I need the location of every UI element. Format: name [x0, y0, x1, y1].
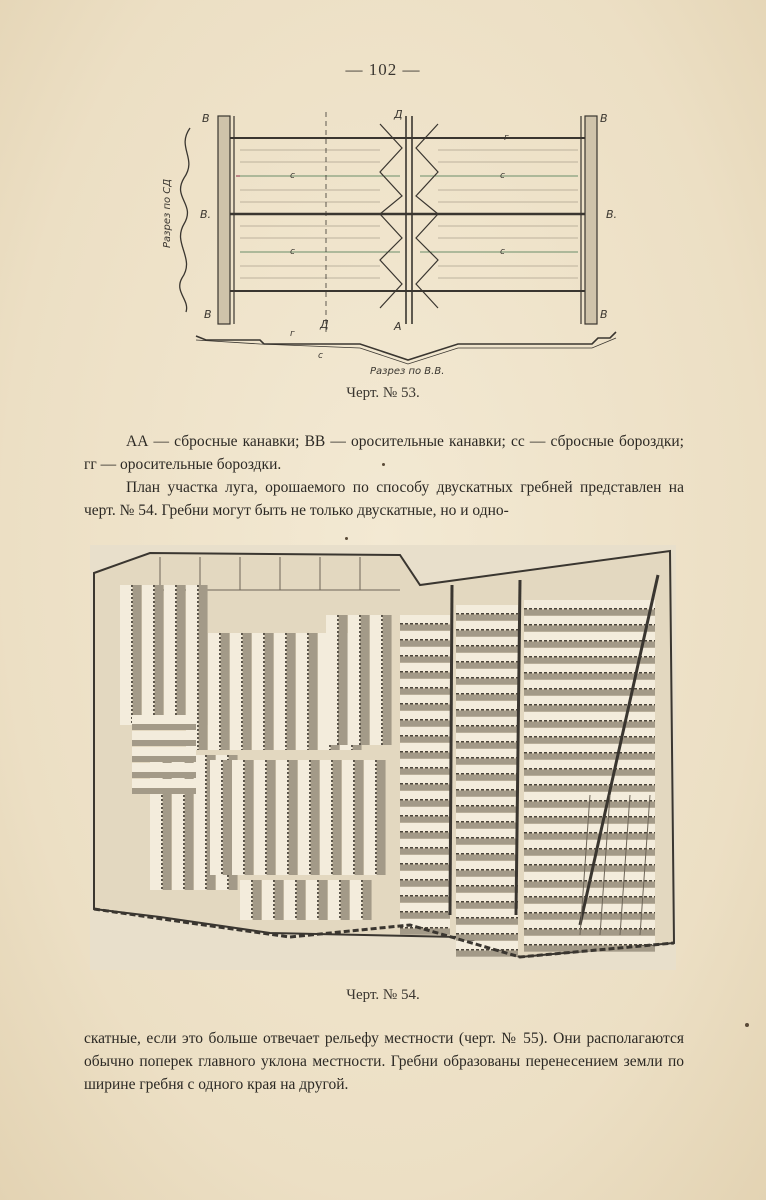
label-r-2: г — [504, 133, 509, 143]
ridge-shadow — [400, 865, 450, 871]
figure-53-caption: Черт. № 53. — [346, 385, 420, 401]
ridge-shadow — [319, 880, 328, 920]
ridge-shadow — [309, 633, 318, 750]
ridge-shadow — [400, 849, 450, 855]
ridge-strip — [524, 840, 655, 849]
ridge-strip — [254, 760, 266, 875]
ridge-strip — [456, 637, 518, 646]
ridge-shadow — [297, 880, 306, 920]
ridge-shadow — [400, 657, 450, 663]
legend-text: АА — сбросные канавки; ВВ — оросительные канавки; сс — сбросные бороздки; гг — оросительные бороздки. — [84, 433, 684, 473]
ridge-shadow — [400, 769, 450, 775]
ridge-strip — [456, 701, 518, 710]
ridge-shadow — [456, 615, 518, 621]
ridge-shadow — [524, 914, 655, 920]
ridge-shadow — [456, 887, 518, 893]
ridge-strip — [400, 615, 450, 624]
ridge-strip — [132, 747, 196, 756]
ridge-strip — [326, 615, 338, 745]
ridge-shadow — [524, 738, 655, 744]
ridge-shadow — [456, 823, 518, 829]
label-b-bottom-right: В — [600, 308, 608, 321]
ridge-strip — [400, 663, 450, 672]
ridge-strip — [524, 808, 655, 817]
ridge-shadow — [456, 647, 518, 653]
ridge-shadow — [287, 633, 296, 750]
label-c-4: с — [500, 247, 505, 257]
ridge-shadow — [456, 951, 518, 957]
ridge-strip — [400, 823, 450, 832]
ridge-shadow — [400, 897, 450, 903]
ridge-shadow — [132, 724, 196, 730]
ridge-shadow — [341, 880, 350, 920]
ridge-strip — [456, 781, 518, 790]
ridge-shadow — [456, 807, 518, 813]
ridge-shadow — [253, 880, 262, 920]
ridge-shadow — [361, 615, 370, 745]
ridge-strip — [400, 839, 450, 848]
label-c-1: с — [290, 171, 295, 181]
ridge-strip — [350, 880, 362, 920]
ridge-strip — [284, 880, 296, 920]
ridge-strip — [524, 824, 655, 833]
ridge-strip — [456, 925, 518, 934]
ridge-strip — [456, 813, 518, 822]
ridge-strip — [524, 888, 655, 897]
ridge-strip — [456, 685, 518, 694]
ridge-strip — [210, 760, 222, 875]
ridge-strip — [456, 765, 518, 774]
ridge-strip — [400, 855, 450, 864]
ridge-strip — [524, 616, 655, 625]
ridge-shadow — [524, 706, 655, 712]
ridge-strip — [456, 749, 518, 758]
ridge-shadow — [311, 760, 320, 875]
ridge-strip — [456, 829, 518, 838]
ridge-shadow — [524, 610, 655, 616]
ridge-shadow — [456, 759, 518, 765]
paragraph-2 — [84, 1027, 684, 1096]
ridge-strip — [400, 647, 450, 656]
ridge-shadow — [132, 756, 196, 762]
ridge-shadow — [400, 705, 450, 711]
ridge-strip — [230, 633, 242, 750]
ridge-shadow — [383, 615, 392, 745]
ridge-shadow — [377, 760, 386, 875]
ridge-strip — [524, 728, 655, 737]
ridge-strip — [456, 877, 518, 886]
ridge-shadow — [456, 679, 518, 685]
ridge-shadow — [456, 695, 518, 701]
ridge-strip — [456, 909, 518, 918]
ridge-strip — [400, 711, 450, 720]
ridge-shadow — [524, 690, 655, 696]
label-c-3: с — [290, 247, 295, 257]
ridge-strip — [400, 695, 450, 704]
ridge-shadow — [265, 633, 274, 750]
label-c-2: с — [500, 171, 505, 181]
ridge-shadow — [400, 881, 450, 887]
ridge-shadow — [524, 626, 655, 632]
ridge-strip — [164, 585, 176, 725]
ridge-strip — [524, 776, 655, 785]
paper-speck — [745, 1023, 749, 1027]
ridge-strip — [132, 763, 196, 772]
ridge-strip — [456, 605, 518, 614]
ridge-shadow — [355, 760, 364, 875]
ridge-shadow — [524, 930, 655, 936]
meadow-plan-drawing — [94, 551, 674, 957]
ridge-strip — [120, 585, 132, 725]
ridge-strip — [132, 715, 196, 724]
ridge-shadow — [400, 625, 450, 631]
ridge-strip — [524, 648, 655, 657]
ridge-strip — [524, 696, 655, 705]
ridge-strip — [456, 653, 518, 662]
ridge-strip — [298, 760, 310, 875]
ridge-strip — [524, 936, 655, 945]
ridge-shadow — [456, 919, 518, 925]
ridge-strip — [456, 861, 518, 870]
label-d-top: Д — [394, 108, 403, 121]
ridge-shadow — [400, 833, 450, 839]
ridge-shadow — [456, 903, 518, 909]
ridge-shadow — [400, 641, 450, 647]
page-number: — 102 — — [345, 60, 421, 79]
ridge-shadow — [400, 689, 450, 695]
ridge-strip — [524, 760, 655, 769]
ridge-shadow — [177, 585, 186, 725]
ridge-strip — [400, 871, 450, 880]
ridge-shadow — [524, 834, 655, 840]
ridge-shadow — [524, 786, 655, 792]
ridge-strip — [456, 621, 518, 630]
label-d-bottom: Д — [320, 318, 329, 331]
ridge-shadow — [132, 788, 196, 794]
ridge-strip — [208, 633, 220, 750]
ridge-shadow — [456, 711, 518, 717]
legend-paragraph — [84, 430, 684, 476]
ridge-strip — [348, 615, 360, 745]
ridge-strip — [456, 669, 518, 678]
ridge-shadow — [524, 946, 655, 952]
ridge-strip — [456, 733, 518, 742]
ridge-shadow — [524, 754, 655, 760]
ridge-shadow — [456, 775, 518, 781]
ridge-strip — [342, 760, 354, 875]
ridge-shadow — [524, 722, 655, 728]
ridge-shadow — [524, 850, 655, 856]
ridge-strip — [524, 632, 655, 641]
ridge-shadow — [456, 871, 518, 877]
ridge-shadow — [132, 772, 196, 778]
ridge-shadow — [223, 760, 232, 875]
ridge-shadow — [456, 839, 518, 845]
main-ditch — [450, 585, 452, 915]
ridge-strip — [276, 760, 288, 875]
ridge-strip — [252, 633, 264, 750]
ridge-strip — [370, 615, 382, 745]
ridge-strip — [328, 880, 340, 920]
label-b-bottom-left: В — [204, 308, 212, 321]
label-b-top-left: В — [202, 112, 210, 125]
ridge-strip — [524, 856, 655, 865]
ridge-shadow — [199, 633, 208, 750]
ridge-strip — [400, 743, 450, 752]
ridge-strip — [262, 880, 274, 920]
ridge-strip — [524, 904, 655, 913]
ridge-shadow — [456, 791, 518, 797]
ridge-strip — [400, 791, 450, 800]
ridge-strip — [400, 775, 450, 784]
ridge-strip — [524, 920, 655, 929]
ridge-strip — [240, 880, 252, 920]
ridge-shadow — [524, 898, 655, 904]
figure-53-diagram — [140, 108, 640, 388]
ridge-strip — [274, 633, 286, 750]
ridge-shadow — [133, 585, 142, 725]
ridge-strip — [400, 887, 450, 896]
ridge-strip — [364, 760, 376, 875]
ridge-strip — [456, 893, 518, 902]
ridge-strip — [320, 760, 332, 875]
ridge-shadow — [456, 663, 518, 669]
ridge-strip — [524, 712, 655, 721]
ridge-shadow — [400, 801, 450, 807]
label-b-mid-right: В. — [606, 208, 618, 221]
ridge-shadow — [400, 785, 450, 791]
ridge-shadow — [400, 721, 450, 727]
ridge-shadow — [363, 880, 372, 920]
ridge-shadow — [524, 770, 655, 776]
ridge-strip — [400, 807, 450, 816]
ridge-shadow — [243, 633, 252, 750]
ridge-shadow — [289, 760, 298, 875]
ridge-shadow — [155, 585, 164, 725]
ridge-strip — [524, 600, 655, 609]
ridge-shadow — [400, 817, 450, 823]
ridge-strip — [142, 585, 154, 725]
ridge-shadow — [524, 658, 655, 664]
ridge-strip — [132, 779, 196, 788]
ridge-shadow — [400, 673, 450, 679]
ridge-strip — [400, 759, 450, 768]
ridge-strip — [296, 633, 308, 750]
ridge-shadow — [524, 866, 655, 872]
ridge-shadow — [524, 642, 655, 648]
figure-54-caption: Черт. № 54. — [346, 987, 420, 1003]
ridge-strip — [456, 797, 518, 806]
ridge-shadow — [267, 760, 276, 875]
paragraph-2-text: скатные, если это больше отвечает рельефу местности (черт. № 55). Они располагаются обычно поперек главного уклона местности. Гребни образованы перенесением земли по ширине гребня с одного края на другой. — [84, 1030, 684, 1093]
label-r-1: г — [290, 329, 295, 339]
ridge-shadow — [456, 855, 518, 861]
label-a-bottom: А — [394, 320, 402, 333]
label-c-5: с — [318, 351, 323, 361]
paper-speck — [382, 463, 385, 466]
ridge-shadow — [400, 913, 450, 919]
ridge-strip — [306, 880, 318, 920]
ridge-strip — [456, 845, 518, 854]
ridge-shadow — [339, 615, 348, 745]
ridge-strip — [400, 727, 450, 736]
ridge-shadow — [524, 818, 655, 824]
ridge-shadow — [456, 935, 518, 941]
section-vv-label: Разрез по В.В. — [370, 366, 445, 377]
ridge-strip — [524, 744, 655, 753]
ridge-shadow — [275, 880, 284, 920]
ridge-shadow — [400, 753, 450, 759]
ridge-shadow — [456, 727, 518, 733]
label-b-top-right: В — [600, 112, 608, 125]
figure-54-plan — [90, 545, 676, 970]
paper-speck — [345, 537, 348, 540]
section-cd-label: Разрез по СД — [162, 178, 173, 248]
paragraph-1-text: План участка луга, орошаемого по способу двускатных гребней представлен на черт. № 54. Гребни могут быть не только двускатные, но и одно- — [84, 479, 684, 519]
ridge-shadow — [456, 743, 518, 749]
ridge-strip — [232, 760, 244, 875]
ridge-strip — [400, 679, 450, 688]
ridge-strip — [132, 731, 196, 740]
ridge-strip — [456, 717, 518, 726]
ridge-shadow — [245, 760, 254, 875]
ridge-shadow — [333, 760, 342, 875]
ridge-shadow — [132, 740, 196, 746]
ridge-strip — [400, 903, 450, 912]
ridge-strip — [400, 631, 450, 640]
paragraph-1 — [84, 476, 684, 522]
ridge-shadow — [400, 737, 450, 743]
ridge-shadow — [221, 633, 230, 750]
ridge-shadow — [456, 631, 518, 637]
label-b-mid-left: В. — [200, 208, 212, 221]
